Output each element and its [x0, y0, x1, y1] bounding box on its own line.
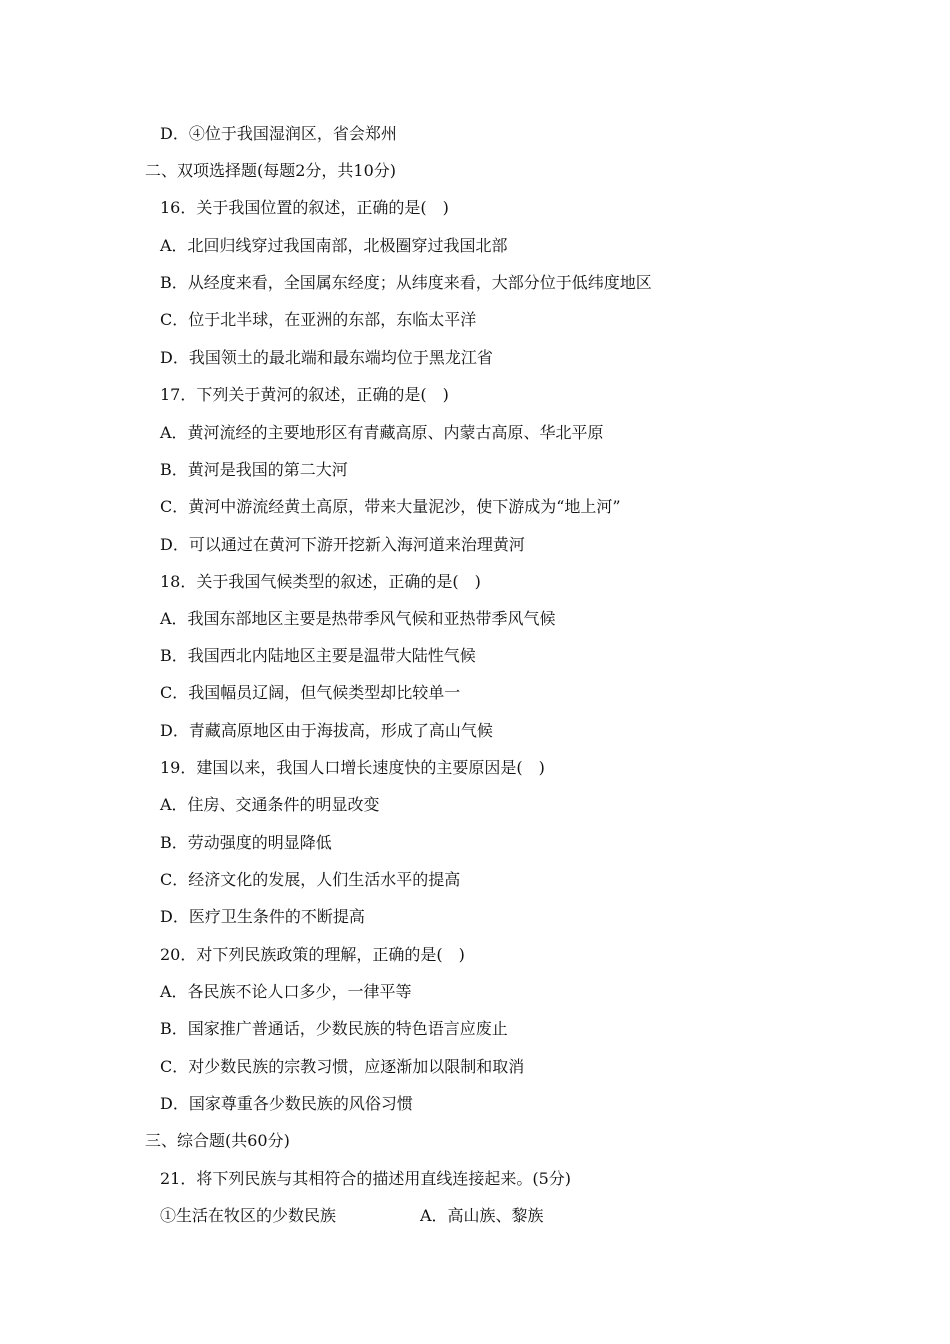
question-20-option-b: B．国家推广普通话，少数民族的特色语言应废止 — [160, 1019, 508, 1038]
question-21-right-item-a: A．高山族、黎族 — [420, 1206, 544, 1225]
question-19-option-a: A．住房、交通条件的明显改变 — [160, 795, 380, 814]
question-20-stem: 20．对下列民族政策的理解，正确的是( ) — [160, 945, 465, 964]
question-21-stem: 21．将下列民族与其相符合的描述用直线连接起来。(5分) — [160, 1169, 572, 1188]
section-heading-double-choice: 二、双项选择题(每题2分，共10分) — [145, 161, 397, 180]
question-20-option-c: C．对少数民族的宗教习惯，应逐渐加以限制和取消 — [160, 1057, 525, 1076]
question-17-option-a: A．黄河流经的主要地形区有青藏高原、内蒙古高原、华北平原 — [160, 423, 604, 442]
question-19-option-b: B．劳动强度的明显降低 — [160, 833, 332, 852]
question-16-option-a: A．北回归线穿过我国南部，北极圈穿过我国北部 — [160, 236, 508, 255]
question-16-option-c: C．位于北半球，在亚洲的东部，东临太平洋 — [160, 310, 477, 329]
question-16-stem: 16．关于我国位置的叙述，正确的是( ) — [160, 198, 449, 217]
question-18-stem: 18．关于我国气候类型的叙述，正确的是( ) — [160, 572, 481, 591]
question-19-option-d: D．医疗卫生条件的不断提高 — [160, 907, 365, 926]
question-17-option-b: B．黄河是我国的第二大河 — [160, 460, 348, 479]
section-heading-comprehensive: 三、综合题(共60分) — [145, 1131, 290, 1150]
question-18-option-b: B．我国西北内陆地区主要是温带大陆性气候 — [160, 646, 476, 665]
question-17-stem: 17．下列关于黄河的叙述，正确的是( ) — [160, 385, 449, 404]
question-17-option-d: D．可以通过在黄河下游开挖新入海河道来治理黄河 — [160, 535, 525, 554]
question-21-left-item-1: ①生活在牧区的少数民族 — [160, 1206, 337, 1225]
question-17-option-c: C．黄河中游流经黄土高原，带来大量泥沙，使下游成为“地上河” — [160, 497, 621, 516]
question-16-option-b: B．从经度来看，全国属东经度；从纬度来看，大部分位于低纬度地区 — [160, 273, 652, 292]
question-16-option-d: D．我国领土的最北端和最东端均位于黑龙江省 — [160, 348, 493, 367]
option-d-q15: D．④位于我国湿润区，省会郑州 — [160, 124, 397, 143]
question-20-option-a: A．各民族不论人口多少，一律平等 — [160, 982, 412, 1001]
question-19-option-c: C．经济文化的发展，人们生活水平的提高 — [160, 870, 461, 889]
question-18-option-c: C．我国幅员辽阔，但气候类型却比较单一 — [160, 683, 461, 702]
question-19-stem: 19．建国以来，我国人口增长速度快的主要原因是( ) — [160, 758, 545, 777]
question-18-option-d: D．青藏高原地区由于海拔高，形成了高山气候 — [160, 721, 493, 740]
question-18-option-a: A．我国东部地区主要是热带季风气候和亚热带季风气候 — [160, 609, 556, 628]
question-20-option-d: D．国家尊重各少数民族的风俗习惯 — [160, 1094, 413, 1113]
